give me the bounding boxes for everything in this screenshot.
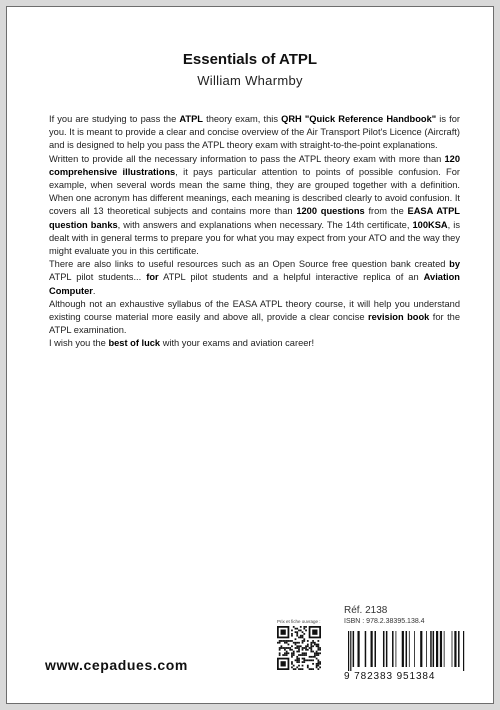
qr-caption: Prix et fiche ouvrage : <box>277 619 321 624</box>
blurb-text <box>49 113 460 351</box>
text-run: ATPL pilot students... <box>49 272 147 283</box>
blurb-paragraph <box>49 113 460 153</box>
text-run: , is dealt with in general terms to prepare you for what you may expect from your ATO and the way they might evaluate you in this certificate. <box>49 219 460 257</box>
book-title: Essentials of ATPL <box>182 51 318 68</box>
text-run: If you are studying to pass the <box>49 114 180 124</box>
text-run: Although not an exhaustive syllabus of the EASA ATPL theory course, it will help you understand existing course material more easily and above all, provide a clear concise <box>49 298 460 323</box>
text-run: There are also links to useful resources such as an Open Source free question bank created <box>49 259 450 270</box>
bold-phrase: best of luck <box>108 338 161 349</box>
blurb-paragraph <box>49 298 460 338</box>
qr-block <box>277 619 329 675</box>
blurb-paragraph <box>49 153 460 259</box>
book-author: William Wharmby <box>197 73 303 88</box>
bold-phrase: 120 comprehensive illustrations <box>49 153 460 177</box>
bold-phrase: EASA ATPL question banks <box>49 206 460 230</box>
bold-phrase: Aviation Computer <box>49 272 460 296</box>
text-run: from the <box>364 206 408 217</box>
reference-number: Réf. 2138 <box>344 605 388 616</box>
text-run: . <box>92 285 96 296</box>
text-run: I wish you the <box>49 338 109 349</box>
text-run: theory exam, this <box>202 114 282 124</box>
bold-phrase: by <box>449 259 460 270</box>
barcode <box>344 631 468 682</box>
blurb-paragraph <box>49 258 460 298</box>
bold-phrase: QRH "Quick Reference Handbook" <box>281 114 437 124</box>
qr-code[interactable] <box>277 626 321 670</box>
reference-block <box>344 605 474 682</box>
text-run: is for you. It is meant to provide a clear and concise overview of the Air Transport Pilot's Licence (Aircraft) and is designed to help you pass the ATPL theory exam with straight-to-the-point explanations. <box>49 114 460 151</box>
text-run: ATPL pilot students and a helpful interactive replica of an <box>158 272 424 283</box>
text-run: Written to provide all the necessary information to pass the ATPL theory exam with more than <box>49 153 445 164</box>
bold-phrase: for <box>146 272 159 283</box>
text-run: for the ATPL examination. <box>49 312 460 336</box>
bold-phrase: revision book <box>367 312 430 323</box>
text-run: , it pays particular attention to points of possible confusion. For example, when several words mean the same thing, they are grouped together with a definition. When one acronym has different meanings, each meaning is described clearly to avoid confusion. It covers all 13 theoretical subjects and contains more than <box>49 166 461 217</box>
barcode-digits: 9 782383 951384 <box>344 671 436 682</box>
text-run: , with answers and explanations when necessary. The 14th certificate, <box>117 219 413 230</box>
bold-phrase: ATPL <box>179 114 203 124</box>
publisher-website[interactable]: www.cepadues.com <box>45 657 188 673</box>
text-run: with your exams and aviation career! <box>160 338 315 349</box>
back-cover <box>6 6 494 704</box>
isbn-number: ISBN : 978.2.38395.138.4 <box>344 618 425 625</box>
barcode-bars <box>344 631 468 671</box>
bold-phrase: 1200 questions <box>296 206 365 217</box>
bold-phrase: 100KSA <box>412 219 448 230</box>
blurb-paragraph <box>49 337 460 350</box>
